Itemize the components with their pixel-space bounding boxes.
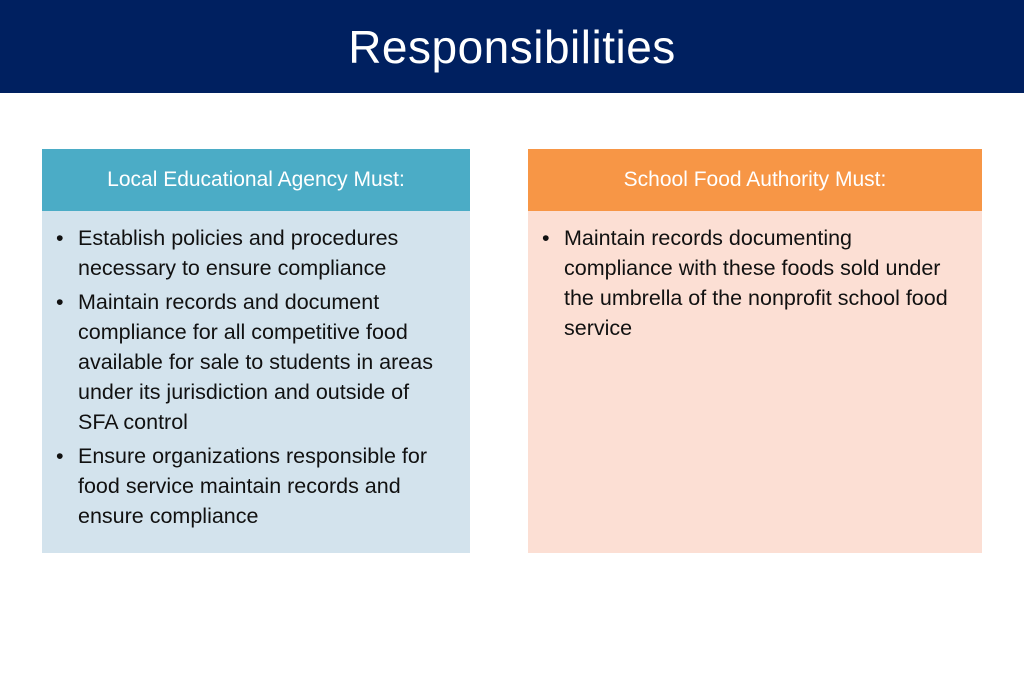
bullet-icon: • [542, 226, 550, 250]
bullet-icon: • [56, 290, 64, 314]
title-bar [0, 0, 1024, 93]
lea-responsibility-list [56, 223, 454, 531]
sfa-card-body [528, 211, 982, 343]
bullet-icon: • [56, 226, 64, 250]
list-item-text: Maintain records documenting compliance with these foods sold under the umbrella of the nonprofit school food service [564, 226, 948, 340]
list-item [542, 223, 966, 343]
sfa-responsibility-list [542, 223, 966, 343]
slide-title: Responsibilities [348, 20, 676, 73]
list-item [56, 287, 454, 437]
lea-card-heading: Local Educational Agency Must: [42, 149, 470, 211]
list-item [56, 223, 454, 283]
sfa-card [528, 149, 982, 553]
list-item-text: Ensure organizations responsible for food service maintain records and ensure compliance [78, 444, 427, 528]
lea-card-body [42, 211, 470, 531]
lea-card [42, 149, 470, 553]
bullet-icon: • [56, 444, 64, 468]
list-item [56, 441, 454, 531]
list-item-text: Maintain records and document compliance for all competitive food available for sale to students in areas under its jurisdiction and outside of SFA control [78, 290, 433, 434]
sfa-card-heading: School Food Authority Must: [528, 149, 982, 211]
list-item-text: Establish policies and procedures necessary to ensure compliance [78, 226, 399, 280]
